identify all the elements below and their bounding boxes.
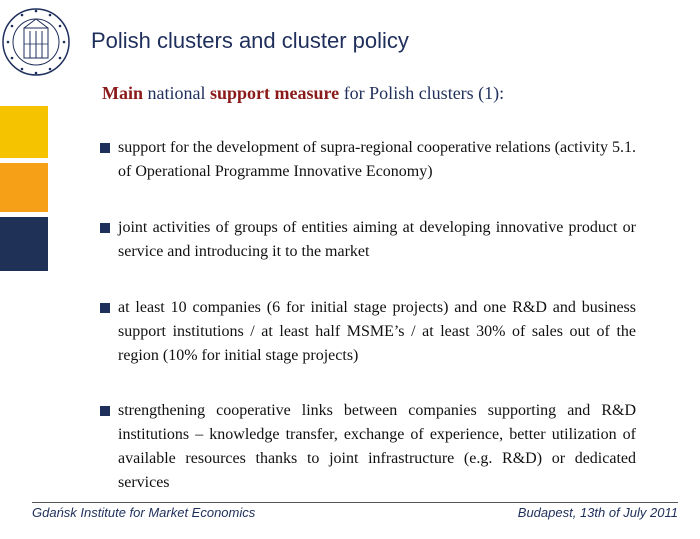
- bullet-text: joint activities of groups of entities aiming at developing innovative product or service and introducing it to the market: [118, 219, 636, 260]
- bullet-item: [100, 399, 636, 495]
- page-title: Polish clusters and cluster policy: [91, 28, 409, 53]
- square-bullet-icon: [100, 143, 110, 153]
- bullet-text: support for the development of supra-regional cooperative relations (activity 5.1. of Operational Programme Innovative Economy): [118, 139, 636, 180]
- institute-seal-logo: [2, 4, 70, 80]
- section-subtitle: [102, 83, 504, 104]
- square-bullet-icon: [100, 303, 110, 313]
- bullet-item: [100, 216, 636, 264]
- accent-block-yellow: [0, 106, 48, 158]
- bullet-text: at least 10 companies (6 for initial stage projects) and one R&D and business support institutions / at least half MSME’s / at least 30% of sales out of the region (10% for initial stage projects): [118, 299, 636, 364]
- subtitle-text-rest: for Polish clusters (1):: [339, 83, 505, 103]
- square-bullet-icon: [100, 406, 110, 416]
- footer-place-date: Budapest, 13th of July 2011: [517, 505, 678, 520]
- bullet-item: [100, 296, 636, 368]
- footer-organization: Gdańsk Institute for Market Economics: [32, 505, 256, 520]
- bullet-text: strengthening cooperative links between companies supporting and R&D institutions – knowledge transfer, exchange of experience, better utilization of available resources thanks to joint infrastructure (e.g. R&D) or dedicated services: [118, 402, 636, 491]
- subtitle-emphasis-support-measure: support measure: [210, 83, 340, 103]
- accent-block-navy: [0, 217, 48, 271]
- accent-block-orange: [0, 163, 48, 212]
- bullet-item: [100, 136, 636, 184]
- square-bullet-icon: [100, 223, 110, 233]
- footer-divider: [32, 502, 678, 503]
- subtitle-text-national: national: [143, 83, 210, 103]
- subtitle-emphasis-main: Main: [102, 83, 144, 103]
